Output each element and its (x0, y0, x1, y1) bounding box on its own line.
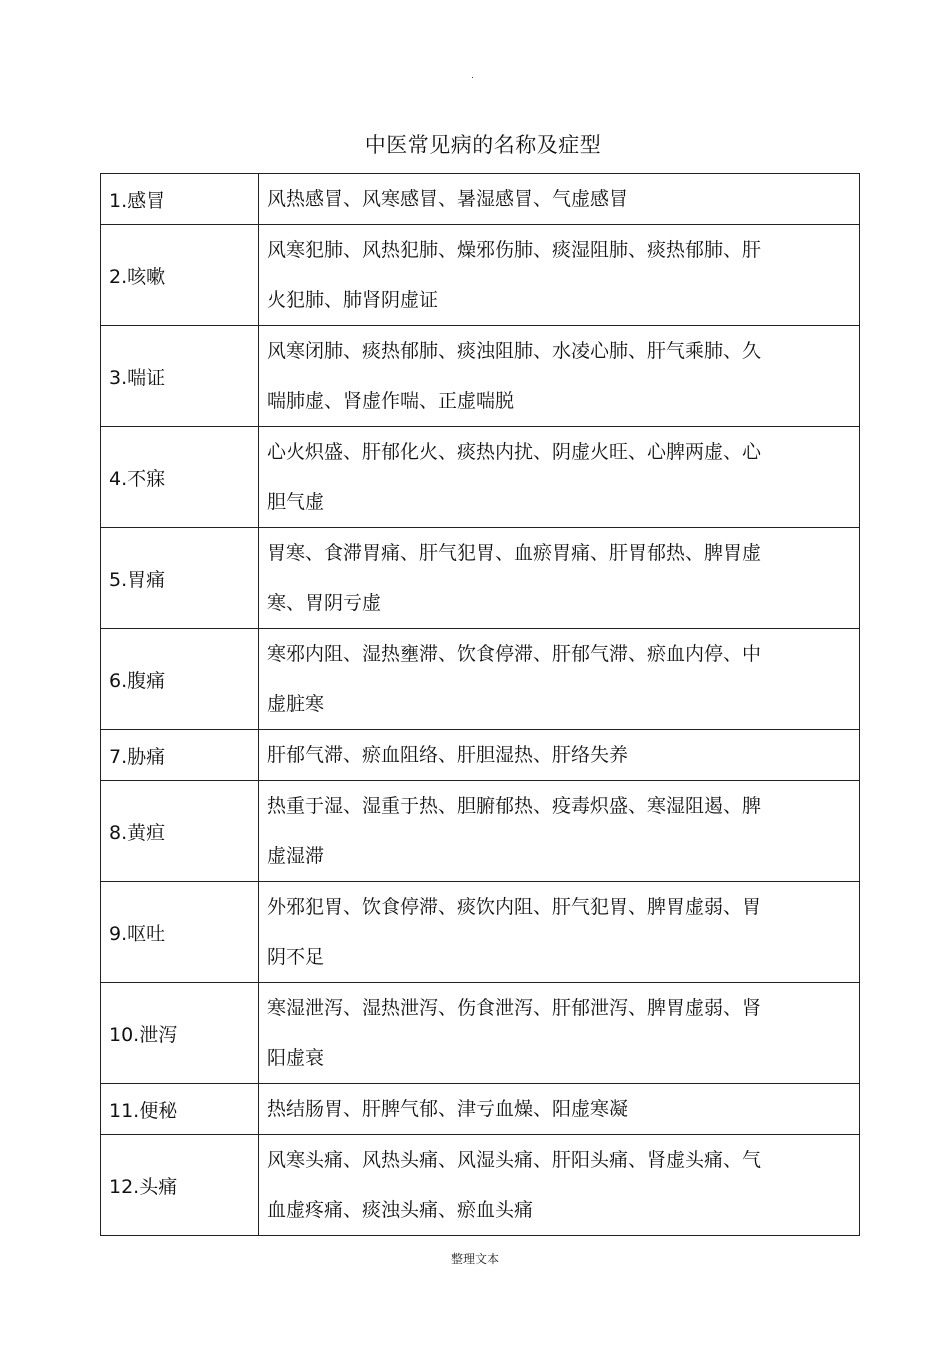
table-row (101, 1084, 860, 1135)
disease-name-cell: 5.胃痛 (101, 528, 259, 629)
table-row (101, 730, 860, 781)
syndrome-types-text: 风寒闭肺、痰热郁肺、痰浊阻肺、水凌心肺、肝气乘肺、久 喘肺虚、肾虚作喘、正虚喘脱 (267, 340, 762, 412)
syndrome-types-cell (259, 1135, 860, 1236)
syndrome-types-text: 热重于湿、湿重于热、胆腑郁热、疫毒炽盛、寒湿阻遏、脾 虚湿滞 (267, 795, 762, 867)
table-row (101, 629, 860, 730)
table-row (101, 528, 860, 629)
syndrome-types-text: 风寒犯肺、风热犯肺、燥邪伤肺、痰湿阻肺、痰热郁肺、肝 火犯肺、肺肾阴虚证 (267, 239, 762, 311)
syndrome-types-text: 肝郁气滞、瘀血阻络、肝胆湿热、肝络失养 (267, 744, 629, 766)
table-row (101, 427, 860, 528)
disease-name-cell: 6.腹痛 (101, 629, 259, 730)
syndrome-types-text: 热结肠胃、肝脾气郁、津亏血燥、阳虚寒凝 (267, 1098, 629, 1120)
syndrome-types-text: 风热感冒、风寒感冒、暑湿感冒、气虚感冒 (267, 188, 629, 210)
syndrome-types-cell (259, 427, 860, 528)
syndrome-types-text: 寒湿泄泻、湿热泄泻、伤食泄泻、肝郁泄泻、脾胃虚弱、肾 阳虚衰 (267, 997, 762, 1069)
disease-name-cell: 4.不寐 (101, 427, 259, 528)
table-row (101, 225, 860, 326)
table-row (101, 781, 860, 882)
syndrome-types-cell (259, 1084, 860, 1135)
disease-name-cell: 9.呕吐 (101, 882, 259, 983)
disease-name-cell: 2.咳嗽 (101, 225, 259, 326)
syndrome-types-text: 风寒头痛、风热头痛、风湿头痛、肝阳头痛、肾虚头痛、气 血虚疼痛、痰浊头痛、瘀血头痛 (267, 1149, 762, 1221)
syndrome-types-text: 心火炽盛、肝郁化火、痰热内扰、阴虚火旺、心脾两虚、心 胆气虚 (267, 441, 762, 513)
disease-name-cell: 11.便秘 (101, 1084, 259, 1135)
syndrome-types-text: 寒邪内阻、湿热壅滞、饮食停滞、肝郁气滞、瘀血内停、中 虚脏寒 (267, 643, 762, 715)
table-row (101, 326, 860, 427)
disease-name-cell: 3.喘证 (101, 326, 259, 427)
disease-name-cell: 1.感冒 (101, 174, 259, 225)
syndrome-types-cell (259, 629, 860, 730)
syndrome-types-cell (259, 326, 860, 427)
disease-syndrome-table (100, 173, 860, 1236)
syndrome-types-cell (259, 174, 860, 225)
syndrome-types-cell (259, 781, 860, 882)
top-mark: . (471, 71, 474, 81)
disease-name-cell: 10.泄泻 (101, 983, 259, 1084)
page-footer: 整理文本 (450, 1252, 499, 1266)
disease-name-cell: 8.黄疸 (101, 781, 259, 882)
table-row (101, 983, 860, 1084)
table-row (101, 174, 860, 225)
disease-name-cell: 12.头痛 (101, 1135, 259, 1236)
syndrome-types-cell (259, 225, 860, 326)
syndrome-types-cell (259, 528, 860, 629)
syndrome-types-cell (259, 882, 860, 983)
table-row (101, 1135, 860, 1236)
table-row (101, 882, 860, 983)
disease-name-cell: 7.胁痛 (101, 730, 259, 781)
syndrome-types-cell (259, 983, 860, 1084)
syndrome-types-text: 外邪犯胃、饮食停滞、痰饮内阻、肝气犯胃、脾胃虚弱、胃 阴不足 (267, 896, 762, 968)
syndrome-types-cell (259, 730, 860, 781)
syndrome-types-text: 胃寒、食滞胃痛、肝气犯胃、血瘀胃痛、肝胃郁热、脾胃虚 寒、胃阴亏虚 (267, 542, 762, 614)
page-title: 中医常见病的名称及症型 (364, 133, 602, 157)
